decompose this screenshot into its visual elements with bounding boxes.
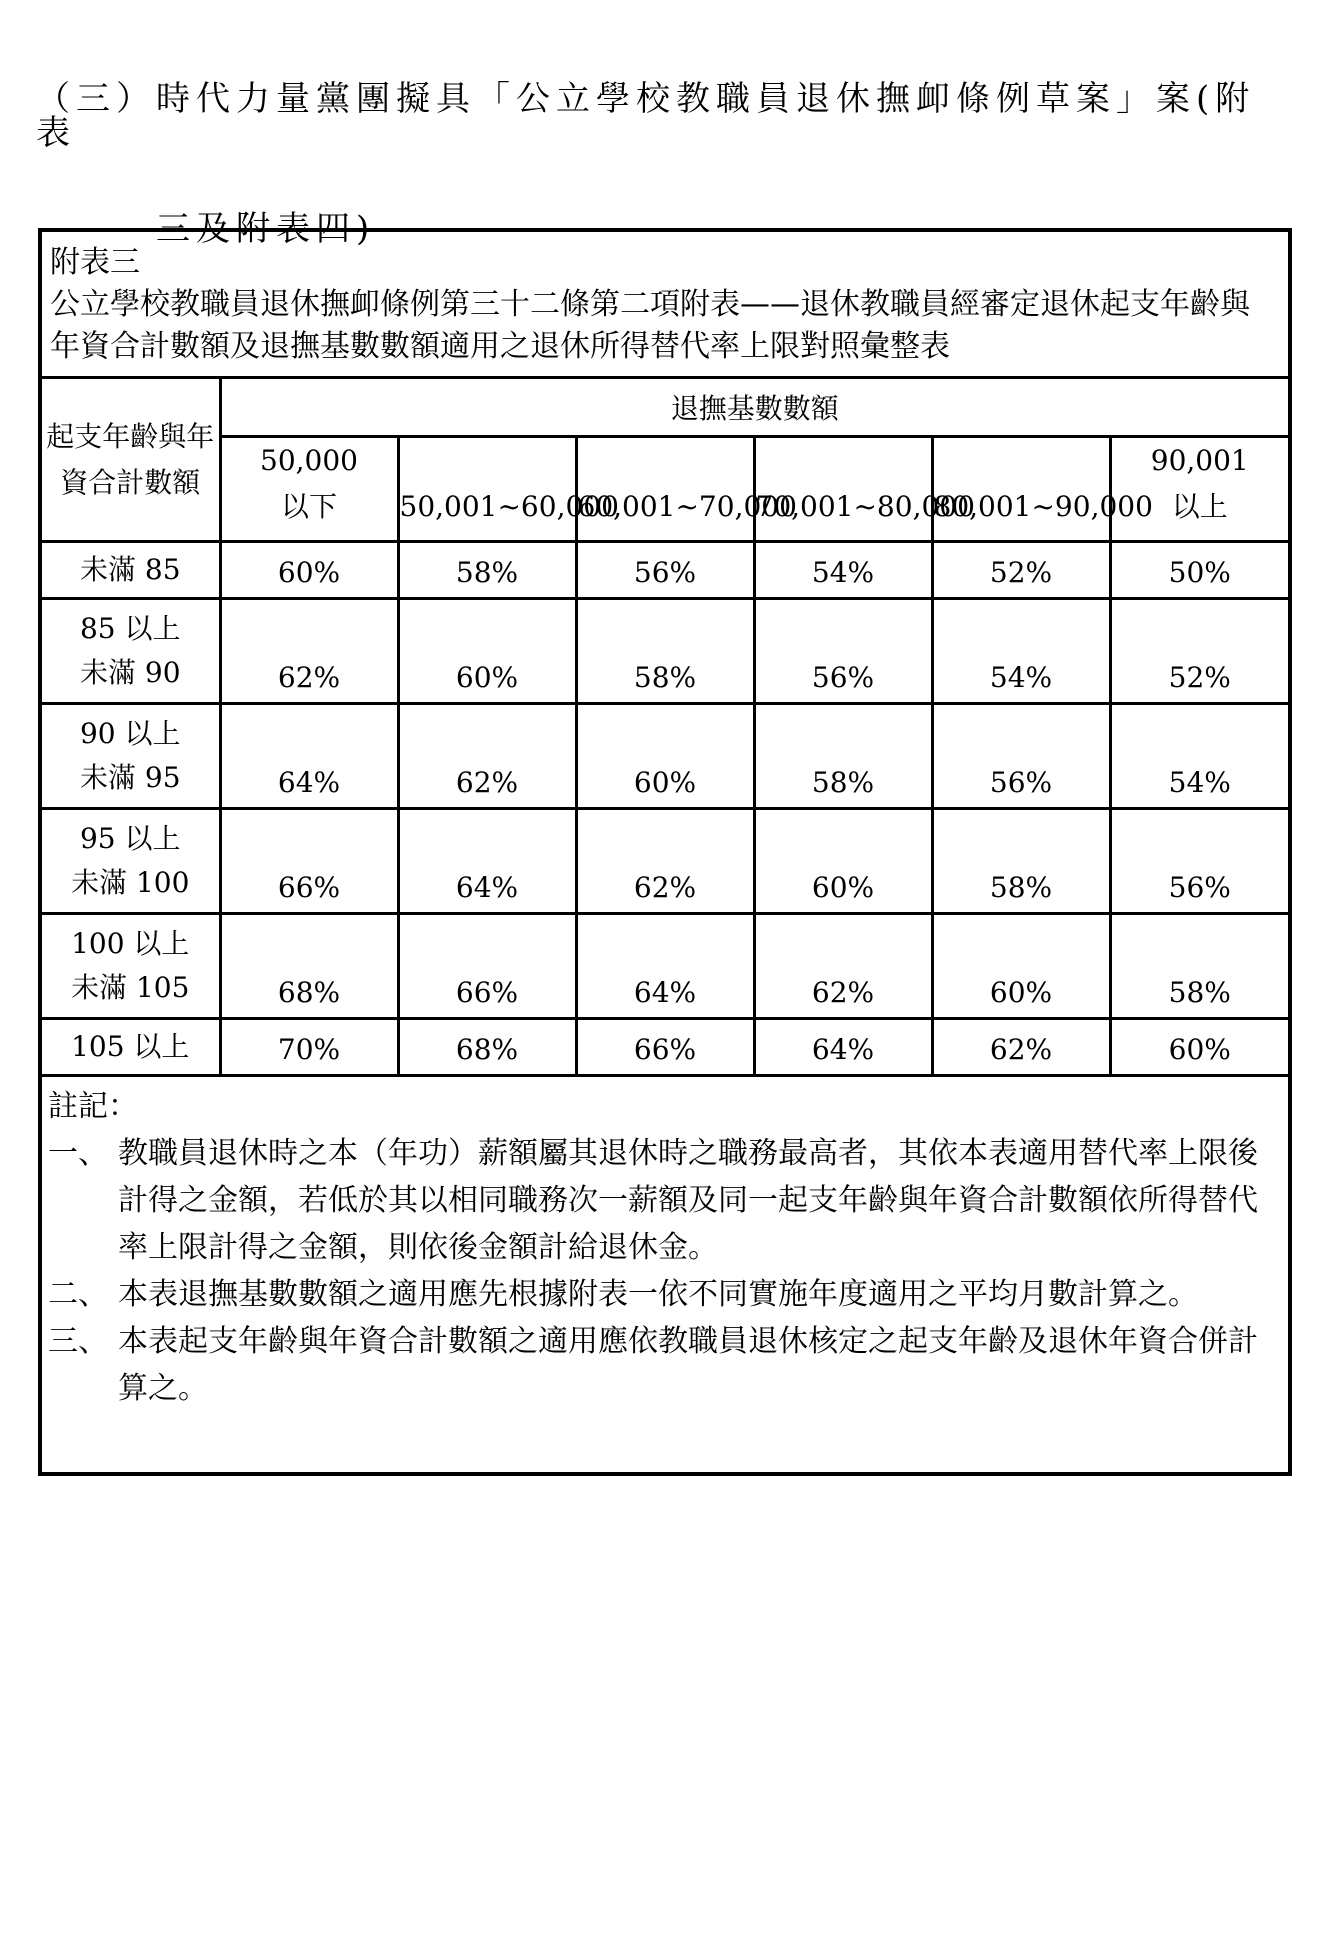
table-row [42,542,1288,599]
rate-cell: 70% [220,1019,398,1076]
rate-cell: 50% [1110,542,1288,599]
appendix-table-frame [38,228,1292,1476]
rate-cell: 68% [398,1019,576,1076]
rate-cell: 54% [754,542,932,599]
rate-cell: 58% [398,542,576,599]
rate-cell: 64% [754,1019,932,1076]
note-text: 本表退撫基數數額之適用應先根據附表一依不同實施年度適用之平均月數計算之。 [118,1277,1198,1312]
notes-title: 註記： [48,1089,138,1124]
table-row [42,809,1288,914]
row-label: 90 以上 未滿 95 [42,704,220,809]
note-text: 本表起支年齡與年資合計數額之適用應依教職員退休核定之起支年齡及退休年資合併計算之。 [118,1324,1258,1406]
rate-cell: 58% [1110,914,1288,1019]
rate-cell: 54% [932,599,1110,704]
table-row [42,704,1288,809]
rate-cell: 58% [754,704,932,809]
group-header: 退撫基數數額 [220,379,1288,437]
note-item [48,1130,1274,1271]
table-row [42,1019,1288,1076]
heading-line-2: 三及附表四) [156,209,376,249]
row-label: 未滿 85 [42,542,220,599]
rate-cell: 56% [754,599,932,704]
rate-cell: 52% [932,542,1110,599]
heading-line-1: （三）時代力量黨團擬具「公立學校教職員退休撫卹條例草案」案(附表 [36,79,1256,153]
rate-cell: 68% [220,914,398,1019]
rate-cell: 60% [932,914,1110,1019]
rate-cell: 60% [398,599,576,704]
rate-cell: 56% [576,542,754,599]
row-label: 95 以上 未滿 100 [42,809,220,914]
column-header: 60,001~70,000 [576,437,754,542]
rate-cell: 60% [576,704,754,809]
corner-header: 起支年齡與年 資合計數額 [42,379,220,542]
rate-cell: 62% [576,809,754,914]
rate-cell: 66% [398,914,576,1019]
rate-cell: 64% [576,914,754,1019]
rate-cell: 64% [220,704,398,809]
column-header: 70,001~80,000 [754,437,932,542]
rate-cell: 60% [1110,1019,1288,1076]
section-heading [36,79,1276,249]
note-item [48,1271,1274,1318]
row-label: 85 以上 未滿 90 [42,599,220,704]
caption-title: 公立學校教職員退休撫卹條例第三十二條第二項附表——退休教職員經審定退休起支年齡與年資合計數額及退撫基數數額適用之退休所得替代率上限對照彙整表 [50,287,1250,364]
column-header: 80,001~90,000 [932,437,1110,542]
caption-label: 附表三 [50,245,140,280]
note-marker: 二、 [48,1277,108,1312]
row-label: 105 以上 [42,1019,220,1076]
note-marker: 三、 [48,1324,108,1359]
note-marker: 一、 [48,1136,108,1171]
note-item [48,1318,1274,1412]
table-caption [42,232,1288,379]
rate-cell: 60% [754,809,932,914]
column-header: 90,001 以上 [1110,437,1288,542]
table-row [42,599,1288,704]
rate-cell: 56% [932,704,1110,809]
column-header: 50,001~60,000 [398,437,576,542]
rate-cell: 62% [754,914,932,1019]
rate-cell: 52% [1110,599,1288,704]
replacement-rate-table [42,379,1288,1077]
rate-cell: 66% [220,809,398,914]
rate-cell: 60% [220,542,398,599]
table-row [42,914,1288,1019]
rate-cell: 58% [932,809,1110,914]
rate-cell: 62% [398,704,576,809]
column-header: 50,000 以下 [220,437,398,542]
rate-cell: 58% [576,599,754,704]
notes-section [42,1077,1288,1426]
row-label: 100 以上 未滿 105 [42,914,220,1019]
rate-cell: 62% [932,1019,1110,1076]
rate-cell: 54% [1110,704,1288,809]
rate-cell: 62% [220,599,398,704]
rate-cell: 66% [576,1019,754,1076]
note-text: 教職員退休時之本（年功）薪額屬其退休時之職務最高者，其依本表適用替代率上限後計得之金額，若低於其以相同職務次一薪額及同一起支年齡與年資合計數額依所得替代率上限計得之金額，則依後金額計給退休金。 [118,1136,1258,1265]
rate-cell: 64% [398,809,576,914]
rate-cell: 56% [1110,809,1288,914]
